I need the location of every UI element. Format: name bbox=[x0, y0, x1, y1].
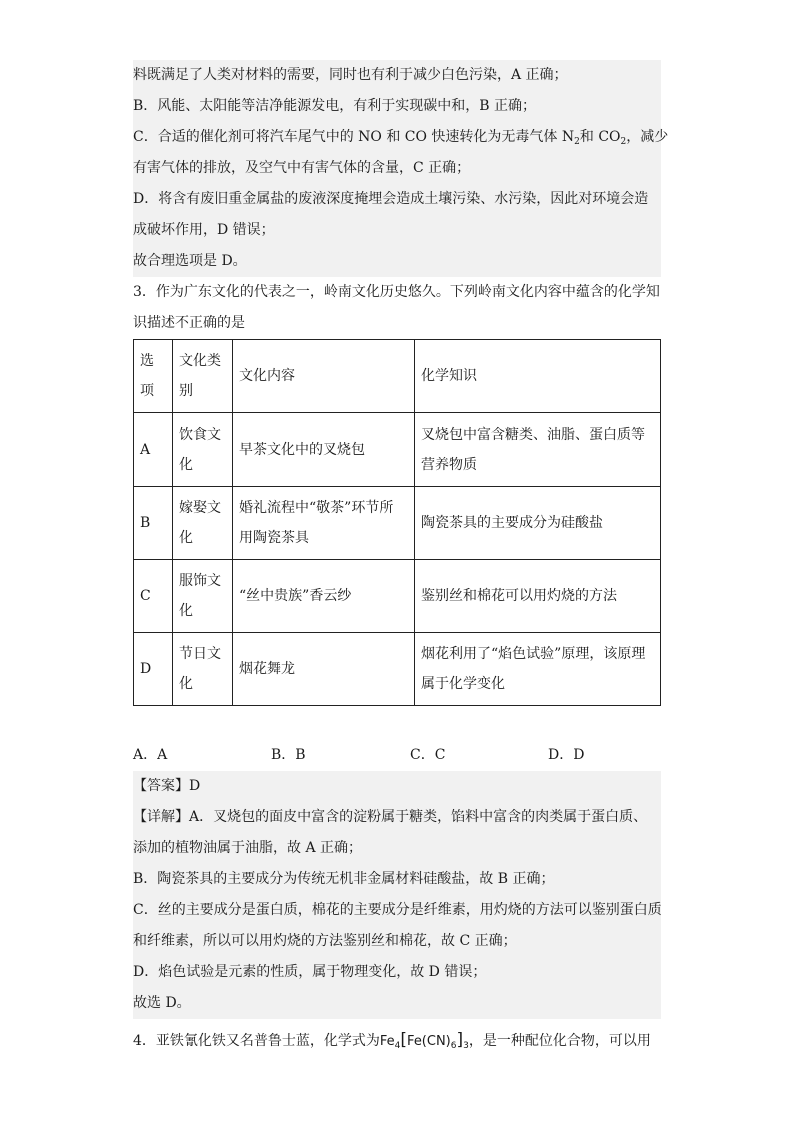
text-span: ，减少 bbox=[626, 129, 669, 145]
content-cell bbox=[233, 413, 415, 487]
table-row bbox=[134, 413, 661, 487]
cell-line: 文化类 bbox=[179, 353, 221, 369]
document-page bbox=[133, 60, 669, 1057]
header-cell-option bbox=[134, 340, 173, 413]
content-cell bbox=[233, 560, 415, 633]
table-row bbox=[134, 633, 661, 706]
option-cell: B bbox=[134, 487, 173, 560]
answer-block bbox=[133, 771, 661, 1019]
cell-line: 化 bbox=[179, 530, 193, 546]
choice-b: B．B bbox=[271, 747, 306, 763]
answer-conclusion: 故合理选项是 D。 bbox=[133, 253, 247, 269]
option-cell: D bbox=[134, 633, 173, 706]
detail-conclusion: 故选 D。 bbox=[133, 995, 191, 1011]
cell-line: 属于化学变化 bbox=[421, 676, 505, 692]
detail-line: 和纤维素，所以可以用灼烧的方法鉴别丝和棉花，故 C 正确； bbox=[133, 933, 517, 949]
subscript: 3 bbox=[463, 1041, 469, 1051]
question-3-stem: 3．作为广东文化的代表之一，岭南文化历史悠久。下列岭南文化内容中蕴含的化学知 bbox=[133, 284, 660, 300]
category-cell bbox=[173, 560, 233, 633]
detail-line: D．焰色试验是元素的性质，属于物理变化，故 D 错误； bbox=[133, 964, 487, 980]
answer-label: 【答案】D bbox=[133, 778, 201, 794]
text-span: ，是一种配位化合物，可以用 bbox=[468, 1033, 651, 1049]
text-span: C．合适的催化剂可将汽车尾气中的 NO 和 CO 快速转化为无毒气体 N bbox=[133, 129, 575, 145]
option-cell: A bbox=[134, 413, 173, 487]
answer-line: 有害气体的排放，及空气中有害气体的含量，C 正确； bbox=[133, 160, 471, 176]
content-cell bbox=[233, 487, 415, 560]
bracket-close: ] bbox=[456, 1030, 464, 1050]
formula-text: Fe(CN) bbox=[407, 1034, 451, 1049]
cell-line: 陶瓷茶具的主要成分为硅酸盐 bbox=[421, 515, 603, 531]
chemical-formula bbox=[379, 1030, 469, 1051]
subscript: 4 bbox=[394, 1041, 401, 1051]
category-cell bbox=[173, 413, 233, 487]
header-cell-category bbox=[173, 340, 233, 413]
cell-line: 化 bbox=[179, 456, 193, 473]
cell-line: 项 bbox=[140, 383, 154, 399]
choice-d: D．D bbox=[548, 747, 585, 763]
detail-line: B．陶瓷茶具的主要成分为传统无机非金属材料硅酸盐，故 B 正确； bbox=[133, 871, 555, 887]
knowledge-cell bbox=[415, 487, 661, 560]
cell-line: 服饰文 bbox=[179, 573, 221, 589]
table-row bbox=[134, 560, 661, 633]
detail-line: 添加的植物油属于油脂，故 A 正确； bbox=[133, 840, 363, 856]
answer-line: D．将含有废旧重金属盐的废液深度掩埋会造成土壤污染、水污染，因此对环境会造 bbox=[133, 191, 649, 207]
header-cell-knowledge: 化学知识 bbox=[415, 340, 661, 413]
detail-line: 【详解】A．叉烧包的面皮中富含的淀粉属于糖类，馅料中富含的肉类属于蛋白质、 bbox=[133, 809, 648, 825]
choice-row bbox=[133, 740, 661, 771]
cell-line: 用陶瓷茶具 bbox=[239, 530, 309, 546]
choice-a: A．A bbox=[133, 747, 168, 763]
question-4-stem bbox=[133, 1025, 661, 1057]
text-span: 和 CO bbox=[579, 129, 621, 145]
culture-table bbox=[133, 339, 661, 706]
answer-line: 料既满足了人类对材料的需要，同时也有利于减少白色污染，A 正确； bbox=[133, 67, 568, 83]
knowledge-cell bbox=[415, 633, 661, 706]
category-cell bbox=[173, 487, 233, 560]
cell-line: 烟花利用了“焰色试验”原理，该原理 bbox=[421, 646, 646, 662]
category-cell bbox=[173, 633, 233, 706]
knowledge-cell bbox=[415, 413, 661, 487]
header-cell-content: 文化内容 bbox=[233, 340, 415, 413]
text-span: 4．亚铁氰化铁又名普鲁士蓝，化学式为 bbox=[133, 1033, 380, 1049]
answer-line: 成破坏作用，D 错误； bbox=[133, 222, 275, 238]
subscript: 6 bbox=[450, 1041, 457, 1051]
cell-line: “丝中贵族”香云纱 bbox=[239, 588, 352, 604]
detail-line: C．丝的主要成分是蛋白质，棉花的主要成分是纤维素，用灼烧的方法可以鉴别蛋白质 bbox=[133, 902, 662, 918]
choice-c: C．C bbox=[410, 747, 446, 763]
cell-line: 早茶文化中的叉烧包 bbox=[239, 441, 365, 458]
cell-line: 营养物质 bbox=[421, 456, 477, 473]
subscript: 2 bbox=[620, 137, 627, 147]
cell-line: 嫁娶文 bbox=[179, 500, 221, 516]
subscript: 2 bbox=[574, 137, 580, 147]
cell-line: 节日文 bbox=[179, 646, 221, 662]
question-3-stem: 识描述不正确的是 bbox=[133, 315, 245, 331]
content-cell bbox=[233, 633, 415, 706]
answer-line: B．风能、太阳能等洁净能源发电，有利于实现碳中和，B 正确； bbox=[133, 98, 537, 114]
cell-line: 化 bbox=[179, 676, 193, 692]
answer-line-c bbox=[133, 122, 669, 153]
formula-text: Fe bbox=[379, 1034, 395, 1049]
cell-line: 别 bbox=[179, 383, 193, 399]
cell-line: 饮食文 bbox=[179, 426, 221, 443]
table-header-row bbox=[134, 340, 661, 413]
cell-line: 烟花舞龙 bbox=[239, 661, 295, 677]
previous-answer-block bbox=[133, 60, 669, 277]
option-cell: C bbox=[134, 560, 173, 633]
cell-line: 选 bbox=[140, 353, 154, 369]
knowledge-cell bbox=[415, 560, 661, 633]
cell-line: 鉴别丝和棉花可以用灼烧的方法 bbox=[421, 588, 617, 604]
table-row bbox=[134, 487, 661, 560]
cell-line: 化 bbox=[179, 603, 193, 619]
cell-line: 婚礼流程中“敬茶”环节所 bbox=[239, 500, 394, 516]
cell-line: 叉烧包中富含糖类、油脂、蛋白质等 bbox=[421, 426, 645, 443]
bracket-open: [ bbox=[400, 1030, 408, 1050]
